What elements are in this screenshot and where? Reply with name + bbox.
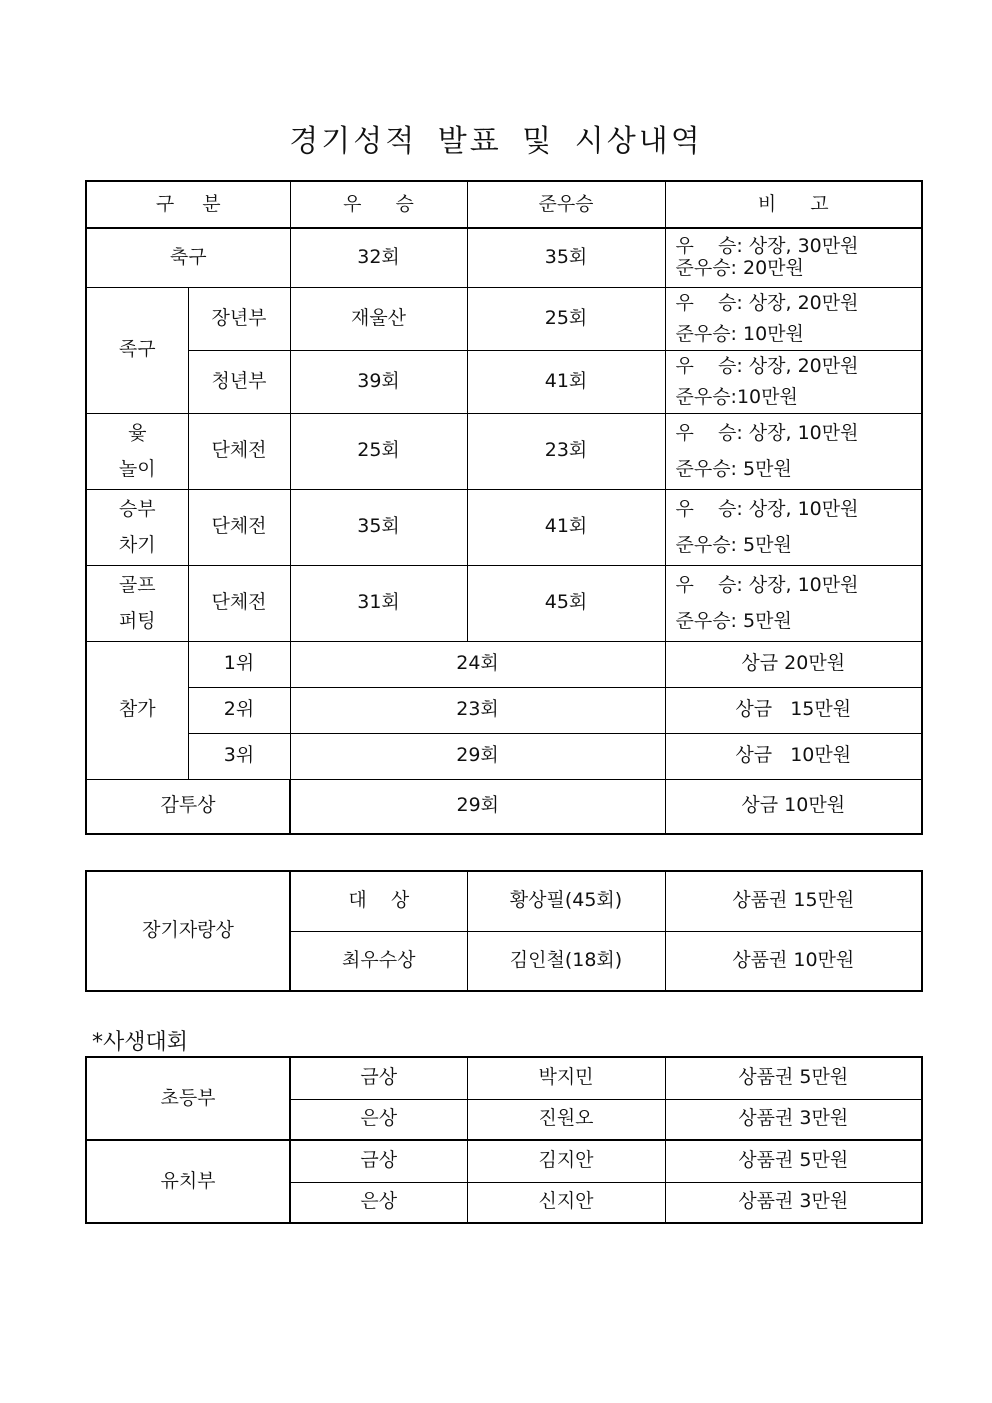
remark-line: 준우승: 10만원	[675, 322, 804, 345]
rank-cell: 2위	[188, 687, 290, 733]
winner-cell: 32회	[290, 228, 467, 287]
table-row	[86, 489, 922, 565]
winner-cell: 재울산	[290, 287, 467, 350]
event-name-line: 승부	[118, 497, 156, 520]
event-name-line: 차기	[118, 534, 156, 556]
results-table	[85, 180, 923, 835]
event-name: 참가	[86, 641, 188, 779]
remark-line: 준우승: 5만원	[675, 610, 792, 632]
award-name: 은상	[290, 1182, 467, 1223]
award-name: 금상	[290, 1057, 467, 1099]
event-name: 감투상	[86, 779, 290, 834]
award-category: 장기자랑상	[86, 871, 290, 991]
winner-cell: 31회	[290, 565, 467, 641]
header-winner: 우 승	[290, 181, 467, 228]
rank-cell: 1위	[188, 641, 290, 687]
division-cell: 장년부	[188, 287, 290, 350]
prize-cell: 상품권 15만원	[665, 871, 922, 931]
winner-cell: 김지안	[467, 1140, 665, 1182]
remark-line: 우 승: 상장, 30만원	[675, 234, 859, 257]
remark-cell	[665, 228, 922, 287]
header-remark: 비 고	[665, 181, 922, 228]
winner-cell: 25회	[290, 413, 467, 489]
remark-line: 우 승: 상장, 10만원	[675, 421, 859, 444]
event-name-line: 골프	[118, 573, 156, 596]
table-row	[86, 871, 922, 931]
rank-cell: 3위	[188, 733, 290, 779]
winner-cell: 박지민	[467, 1057, 665, 1099]
table-row	[86, 779, 922, 834]
event-name: 축구	[86, 228, 290, 287]
table-row	[86, 350, 922, 413]
prize-cell: 상품권 3만원	[665, 1182, 922, 1223]
prize-cell: 상품권 10만원	[665, 931, 922, 991]
event-name	[86, 413, 188, 489]
division-cell: 청년부	[188, 350, 290, 413]
header-runner-up: 준우승	[467, 181, 665, 228]
remark-line: 준우승: 5만원	[675, 458, 792, 480]
team-cell: 23회	[290, 687, 665, 733]
page-title: 경기성적 발표 및 시상내역	[289, 124, 703, 159]
prize-cell: 상품권 3만원	[665, 1099, 922, 1140]
table-row	[86, 228, 922, 287]
event-name-line: 퍼팅	[118, 610, 156, 632]
prize-cell: 상금 10만원	[665, 733, 922, 779]
runner-up-cell: 23회	[467, 413, 665, 489]
table-row	[86, 641, 922, 687]
event-name	[86, 489, 188, 565]
prize-cell: 상금 20만원	[665, 641, 922, 687]
winner-cell: 진원오	[467, 1099, 665, 1140]
remark-line: 준우승:10만원	[675, 385, 798, 408]
table-row	[86, 1057, 922, 1099]
winner-cell: 황상필(45회)	[467, 871, 665, 931]
remark-cell	[665, 287, 922, 350]
runner-up-cell: 45회	[467, 565, 665, 641]
team-cell: 24회	[290, 641, 665, 687]
remark-line: 준우승: 5만원	[675, 534, 792, 556]
event-name: 족구	[86, 287, 188, 413]
header-row	[86, 181, 922, 228]
remark-cell	[665, 413, 922, 489]
division-cell: 유치부	[86, 1140, 290, 1223]
remark-line: 우 승: 상장, 20만원	[675, 355, 859, 378]
winner-cell: 신지안	[467, 1182, 665, 1223]
winner-cell: 김인철(18회)	[467, 931, 665, 991]
table-row	[86, 1140, 922, 1182]
division-cell: 단체전	[188, 565, 290, 641]
award-name: 은상	[290, 1099, 467, 1140]
table-row	[86, 413, 922, 489]
talent-award-table	[85, 870, 923, 992]
remark-cell	[665, 350, 922, 413]
remark-cell	[665, 565, 922, 641]
winner-cell: 39회	[290, 350, 467, 413]
remark-line: 우 승: 상장, 20만원	[675, 292, 859, 315]
table-row	[86, 565, 922, 641]
remark-line: 준우승: 20만원	[675, 256, 804, 279]
division-cell: 단체전	[188, 413, 290, 489]
event-name-line: 윷	[128, 421, 147, 444]
award-name: 최우수상	[290, 931, 467, 991]
winner-cell: 35회	[290, 489, 467, 565]
prize-cell: 상품권 5만원	[665, 1140, 922, 1182]
event-name-line: 놀이	[118, 458, 156, 480]
event-name	[86, 565, 188, 641]
prize-cell: 상품권 5만원	[665, 1057, 922, 1099]
award-name: 금상	[290, 1140, 467, 1182]
remark-cell	[665, 489, 922, 565]
drawing-contest-heading: *사생대회	[92, 1030, 189, 1055]
prize-cell: 상금 15만원	[665, 687, 922, 733]
runner-up-cell: 41회	[467, 489, 665, 565]
prize-cell: 상금 10만원	[665, 779, 922, 834]
table-row	[86, 287, 922, 350]
team-cell: 29회	[290, 733, 665, 779]
table-row	[86, 733, 922, 779]
runner-up-cell: 25회	[467, 287, 665, 350]
drawing-contest-table	[85, 1056, 923, 1224]
remark-line: 우 승: 상장, 10만원	[675, 497, 859, 520]
remark-line: 우 승: 상장, 10만원	[675, 573, 859, 596]
runner-up-cell: 35회	[467, 228, 665, 287]
award-name: 대 상	[290, 871, 467, 931]
division-cell: 단체전	[188, 489, 290, 565]
division-cell: 초등부	[86, 1057, 290, 1140]
header-category: 구 분	[86, 181, 290, 228]
team-cell: 29회	[290, 779, 665, 834]
runner-up-cell: 41회	[467, 350, 665, 413]
table-row	[86, 687, 922, 733]
